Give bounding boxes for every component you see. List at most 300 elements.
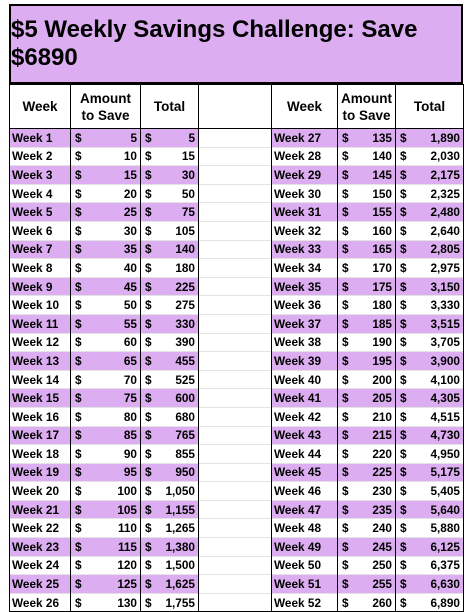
currency-symbol: $ (400, 335, 407, 350)
total-value: 15 (181, 149, 195, 164)
amount-right-cell (338, 575, 396, 594)
total-right-value: 5,880 (430, 521, 460, 536)
table-row (10, 389, 464, 408)
currency-symbol: $ (75, 223, 82, 238)
table-row (10, 296, 464, 315)
currency-symbol: $ (145, 428, 152, 443)
amount-value: 110 (117, 521, 137, 536)
total-right-cell (396, 538, 464, 557)
table-row (10, 593, 464, 612)
amount-right-cell (338, 519, 396, 538)
table-row (10, 352, 464, 371)
currency-symbol: $ (145, 465, 152, 480)
gap-cell (199, 519, 272, 538)
gap-cell (199, 445, 272, 464)
table-row (10, 259, 464, 278)
total-value: 855 (175, 446, 195, 461)
currency-symbol: $ (400, 130, 407, 145)
currency-symbol: $ (145, 335, 152, 350)
amount-cell (71, 333, 141, 352)
week-label: Week 21 (10, 500, 71, 519)
amount-right-cell (338, 352, 396, 371)
amount-right-value: 240 (372, 521, 392, 536)
total-cell (141, 296, 199, 315)
currency-symbol: $ (400, 577, 407, 592)
currency-symbol: $ (145, 260, 152, 275)
amount-cell (71, 184, 141, 203)
table-row (10, 129, 464, 148)
amount-cell (71, 407, 141, 426)
total-cell (141, 240, 199, 259)
total-value: 75 (181, 205, 195, 220)
total-right-cell (396, 500, 464, 519)
currency-symbol: $ (342, 521, 349, 536)
week-label-right: Week 43 (272, 426, 338, 445)
total-value: 1,265 (165, 521, 195, 536)
currency-symbol: $ (342, 539, 349, 554)
gap-cell (199, 259, 272, 278)
table-row (10, 407, 464, 426)
amount-right-value: 150 (372, 186, 392, 201)
amount-right-value: 255 (372, 577, 392, 592)
table-row (10, 166, 464, 185)
total-value: 30 (181, 167, 195, 182)
table-row (10, 333, 464, 352)
total-value: 180 (175, 260, 195, 275)
gap-cell (199, 277, 272, 296)
total-right-value: 5,640 (430, 502, 460, 517)
amount-right-cell (338, 147, 396, 166)
total-cell (141, 259, 199, 278)
gap-cell (199, 426, 272, 445)
total-cell (141, 500, 199, 519)
total-right-cell (396, 426, 464, 445)
currency-symbol: $ (145, 539, 152, 554)
currency-symbol: $ (145, 316, 152, 331)
amount-right-value: 205 (372, 391, 392, 406)
table-row (10, 482, 464, 501)
sheet-title: $5 Weekly Savings Challenge: Save $6890 (11, 16, 418, 71)
total-right-cell (396, 259, 464, 278)
amount-cell (71, 482, 141, 501)
currency-symbol: $ (400, 372, 407, 387)
table-row (10, 556, 464, 575)
total-cell (141, 482, 199, 501)
week-label: Week 12 (10, 333, 71, 352)
week-label: Week 2 (10, 147, 71, 166)
total-value: 1,625 (165, 577, 195, 592)
total-right-value: 4,730 (430, 428, 460, 443)
week-label: Week 15 (10, 389, 71, 408)
week-label-right: Week 47 (272, 500, 338, 519)
header-total-right: Total (396, 85, 464, 129)
currency-symbol: $ (400, 167, 407, 182)
week-label: Week 22 (10, 519, 71, 538)
header-amount-line2-right: to Save (342, 107, 391, 123)
total-cell (141, 407, 199, 426)
currency-symbol: $ (400, 186, 407, 201)
amount-right-value: 195 (372, 353, 392, 368)
amount-value: 60 (123, 335, 137, 350)
currency-symbol: $ (75, 539, 82, 554)
currency-symbol: $ (400, 428, 407, 443)
gap-cell (199, 407, 272, 426)
amount-right-cell (338, 184, 396, 203)
week-label: Week 16 (10, 407, 71, 426)
total-right-cell (396, 166, 464, 185)
week-label: Week 23 (10, 538, 71, 557)
amount-right-value: 165 (372, 242, 392, 257)
week-label-right: Week 34 (272, 259, 338, 278)
amount-right-value: 185 (372, 316, 392, 331)
total-right-cell (396, 147, 464, 166)
amount-cell (71, 556, 141, 575)
total-right-cell (396, 221, 464, 240)
amount-value: 90 (123, 446, 137, 461)
total-right-cell (396, 333, 464, 352)
table-row (10, 314, 464, 333)
currency-symbol: $ (75, 446, 82, 461)
total-right-value: 6,375 (430, 558, 460, 573)
amount-right-cell (338, 166, 396, 185)
header-week: Week (10, 85, 71, 129)
currency-symbol: $ (145, 409, 152, 424)
total-value: 680 (175, 409, 195, 424)
week-label-right: Week 49 (272, 538, 338, 557)
currency-symbol: $ (400, 279, 407, 294)
total-cell (141, 575, 199, 594)
total-right-value: 2,805 (430, 242, 460, 257)
total-right-cell (396, 593, 464, 612)
table-row (10, 463, 464, 482)
amount-cell (71, 445, 141, 464)
total-cell (141, 538, 199, 557)
week-label: Week 11 (10, 314, 71, 333)
header-amount-line1: Amount (80, 90, 131, 106)
gap-cell (199, 203, 272, 222)
gap-cell (199, 296, 272, 315)
currency-symbol: $ (145, 353, 152, 368)
amount-right-cell (338, 240, 396, 259)
total-right-value: 6,125 (430, 539, 460, 554)
gap-cell (199, 184, 272, 203)
week-label: Week 7 (10, 240, 71, 259)
currency-symbol: $ (75, 391, 82, 406)
total-value: 950 (175, 465, 195, 480)
week-label-right: Week 45 (272, 463, 338, 482)
currency-symbol: $ (400, 502, 407, 517)
table-row (10, 221, 464, 240)
gap-cell (199, 593, 272, 612)
currency-symbol: $ (342, 484, 349, 499)
week-label: Week 10 (10, 296, 71, 315)
currency-symbol: $ (400, 316, 407, 331)
amount-right-cell (338, 538, 396, 557)
total-right-cell (396, 482, 464, 501)
gap-cell (199, 129, 272, 148)
currency-symbol: $ (400, 205, 407, 220)
week-label-right: Week 40 (272, 370, 338, 389)
gap-cell (199, 166, 272, 185)
currency-symbol: $ (400, 242, 407, 257)
total-cell (141, 333, 199, 352)
currency-symbol: $ (145, 502, 152, 517)
amount-right-cell (338, 314, 396, 333)
amount-cell (71, 259, 141, 278)
amount-right-value: 160 (372, 223, 392, 238)
currency-symbol: $ (75, 428, 82, 443)
amount-right-cell (338, 463, 396, 482)
table-row (10, 147, 464, 166)
amount-right-cell (338, 482, 396, 501)
header-total: Total (141, 85, 199, 129)
amount-cell (71, 129, 141, 148)
header-amount-line2: to Save (81, 107, 130, 123)
title-banner (9, 4, 463, 84)
currency-symbol: $ (400, 484, 407, 499)
total-cell (141, 463, 199, 482)
total-right-value: 4,950 (430, 446, 460, 461)
week-label: Week 6 (10, 221, 71, 240)
week-label-right: Week 39 (272, 352, 338, 371)
total-right-value: 2,975 (430, 260, 460, 275)
week-label-right: Week 33 (272, 240, 338, 259)
total-right-value: 3,330 (430, 298, 460, 313)
amount-value: 100 (117, 484, 137, 499)
week-label: Week 20 (10, 482, 71, 501)
total-cell (141, 556, 199, 575)
gap-cell (199, 500, 272, 519)
table-row (10, 184, 464, 203)
week-label: Week 4 (10, 184, 71, 203)
gap-cell (199, 575, 272, 594)
currency-symbol: $ (400, 409, 407, 424)
week-label: Week 5 (10, 203, 71, 222)
total-right-cell (396, 277, 464, 296)
total-right-cell (396, 296, 464, 315)
currency-symbol: $ (342, 391, 349, 406)
amount-cell (71, 593, 141, 612)
table-row (10, 240, 464, 259)
amount-cell (71, 500, 141, 519)
amount-cell (71, 519, 141, 538)
total-right-cell (396, 203, 464, 222)
amount-cell (71, 314, 141, 333)
amount-right-value: 145 (372, 167, 392, 182)
amount-value: 15 (123, 167, 137, 182)
currency-symbol: $ (342, 446, 349, 461)
currency-symbol: $ (75, 149, 82, 164)
total-right-cell (396, 519, 464, 538)
total-value: 1,755 (165, 595, 195, 610)
total-value: 50 (181, 186, 195, 201)
gap-cell (199, 221, 272, 240)
amount-right-cell (338, 259, 396, 278)
total-cell (141, 593, 199, 612)
currency-symbol: $ (342, 465, 349, 480)
total-right-cell (396, 240, 464, 259)
total-cell (141, 129, 199, 148)
currency-symbol: $ (75, 353, 82, 368)
currency-symbol: $ (75, 595, 82, 610)
amount-right-cell (338, 445, 396, 464)
header-week-right: Week (272, 85, 338, 129)
currency-symbol: $ (75, 242, 82, 257)
week-label-right: Week 52 (272, 593, 338, 612)
week-label-right: Week 38 (272, 333, 338, 352)
total-value: 1,380 (165, 539, 195, 554)
gap-cell (199, 482, 272, 501)
amount-value: 80 (123, 409, 137, 424)
week-label-right: Week 28 (272, 147, 338, 166)
amount-right-cell (338, 203, 396, 222)
amount-value: 45 (123, 279, 137, 294)
gap-cell (199, 370, 272, 389)
currency-symbol: $ (342, 353, 349, 368)
currency-symbol: $ (400, 353, 407, 368)
table-row (10, 445, 464, 464)
amount-right-value: 200 (372, 372, 392, 387)
week-label-right: Week 41 (272, 389, 338, 408)
amount-right-cell (338, 277, 396, 296)
currency-symbol: $ (145, 149, 152, 164)
currency-symbol: $ (75, 260, 82, 275)
currency-symbol: $ (145, 186, 152, 201)
currency-symbol: $ (75, 409, 82, 424)
amount-value: 25 (123, 205, 137, 220)
amount-right-value: 175 (372, 279, 392, 294)
currency-symbol: $ (145, 242, 152, 257)
amount-cell (71, 166, 141, 185)
header-amount-right (338, 85, 396, 129)
amount-cell (71, 240, 141, 259)
amount-value: 75 (123, 391, 137, 406)
gap-cell (199, 333, 272, 352)
amount-right-value: 135 (372, 130, 392, 145)
week-label: Week 25 (10, 575, 71, 594)
total-right-value: 4,515 (430, 409, 460, 424)
currency-symbol: $ (400, 521, 407, 536)
total-right-value: 3,705 (430, 335, 460, 350)
gap-cell (199, 389, 272, 408)
currency-symbol: $ (400, 558, 407, 573)
currency-symbol: $ (75, 167, 82, 182)
amount-right-cell (338, 407, 396, 426)
amount-right-value: 180 (372, 298, 392, 313)
currency-symbol: $ (342, 260, 349, 275)
table-row (10, 519, 464, 538)
total-right-cell (396, 370, 464, 389)
currency-symbol: $ (342, 409, 349, 424)
amount-cell (71, 575, 141, 594)
total-value: 330 (175, 316, 195, 331)
week-label: Week 19 (10, 463, 71, 482)
week-label: Week 9 (10, 277, 71, 296)
total-right-value: 5,175 (430, 465, 460, 480)
amount-right-cell (338, 426, 396, 445)
amount-right-value: 245 (372, 539, 392, 554)
amount-right-cell (338, 389, 396, 408)
currency-symbol: $ (400, 391, 407, 406)
week-label-right: Week 27 (272, 129, 338, 148)
currency-symbol: $ (75, 577, 82, 592)
gap-cell (199, 147, 272, 166)
total-value: 390 (175, 335, 195, 350)
total-right-value: 4,100 (430, 372, 460, 387)
amount-right-cell (338, 556, 396, 575)
total-cell (141, 184, 199, 203)
amount-cell (71, 463, 141, 482)
currency-symbol: $ (145, 223, 152, 238)
total-cell (141, 519, 199, 538)
currency-symbol: $ (145, 167, 152, 182)
week-label-right: Week 31 (272, 203, 338, 222)
currency-symbol: $ (400, 465, 407, 480)
gap-cell (199, 240, 272, 259)
total-value: 275 (175, 298, 195, 313)
total-value: 225 (175, 279, 195, 294)
currency-symbol: $ (75, 279, 82, 294)
currency-symbol: $ (75, 335, 82, 350)
currency-symbol: $ (342, 167, 349, 182)
currency-symbol: $ (342, 502, 349, 517)
table-row (10, 538, 464, 557)
amount-right-cell (338, 129, 396, 148)
header-row (10, 85, 464, 129)
currency-symbol: $ (145, 130, 152, 145)
currency-symbol: $ (342, 335, 349, 350)
week-label: Week 1 (10, 129, 71, 148)
currency-symbol: $ (400, 539, 407, 554)
currency-symbol: $ (75, 205, 82, 220)
week-label: Week 18 (10, 445, 71, 464)
amount-cell (71, 370, 141, 389)
table-row (10, 575, 464, 594)
gap-cell (199, 556, 272, 575)
gap-cell (199, 314, 272, 333)
total-right-cell (396, 445, 464, 464)
total-right-value: 6,630 (430, 577, 460, 592)
currency-symbol: $ (342, 149, 349, 164)
total-right-cell (396, 184, 464, 203)
amount-value: 70 (123, 372, 137, 387)
amount-value: 55 (123, 316, 137, 331)
currency-symbol: $ (342, 595, 349, 610)
total-cell (141, 166, 199, 185)
total-cell (141, 221, 199, 240)
amount-value: 85 (123, 428, 137, 443)
gap-cell (199, 463, 272, 482)
amount-value: 105 (117, 502, 137, 517)
amount-cell (71, 389, 141, 408)
currency-symbol: $ (342, 130, 349, 145)
total-right-value: 2,480 (430, 205, 460, 220)
total-right-value: 2,175 (430, 167, 460, 182)
week-label: Week 13 (10, 352, 71, 371)
total-right-value: 2,030 (430, 149, 460, 164)
currency-symbol: $ (145, 298, 152, 313)
currency-symbol: $ (342, 298, 349, 313)
total-right-value: 4,305 (430, 391, 460, 406)
total-value: 5 (188, 130, 195, 145)
amount-right-value: 170 (372, 260, 392, 275)
amount-cell (71, 203, 141, 222)
currency-symbol: $ (342, 558, 349, 573)
amount-value: 10 (123, 149, 137, 164)
total-value: 455 (175, 353, 195, 368)
amount-value: 5 (130, 130, 137, 145)
total-cell (141, 147, 199, 166)
